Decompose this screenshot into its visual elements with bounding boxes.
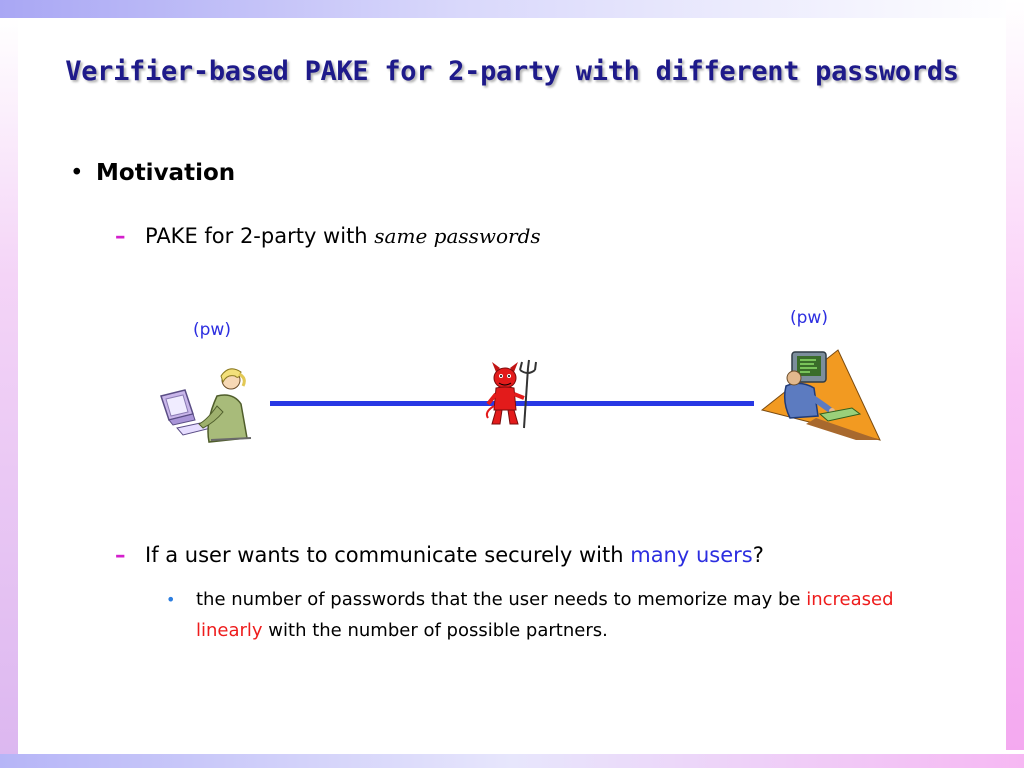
sub-bullet-many-users: [115, 543, 764, 567]
sub-sub-text-end: with the number of possible partners.: [262, 620, 608, 641]
top-decor-bar: [0, 0, 1024, 18]
question-mark: ?: [752, 543, 764, 567]
server-operator-icon: [760, 346, 884, 444]
left-pw-label: (pw): [193, 320, 231, 340]
sub-bullet-text: If a user wants to communicate securely with: [145, 543, 631, 567]
bullet-motivation: [70, 160, 235, 186]
sub-bullet-text: PAKE for 2-party with: [145, 224, 375, 248]
many-users-highlight: many users: [630, 543, 753, 567]
sub-sub-bullet-text: [196, 584, 946, 646]
same-passwords-emphasis: same passwords: [374, 224, 541, 248]
dash-icon: –: [115, 543, 126, 567]
bullet-motivation-label: Motivation: [96, 160, 236, 186]
sub-bullet-same-passwords: [115, 224, 541, 248]
dash-icon: –: [115, 224, 126, 248]
slide-title: Verifier-based PAKE for 2-party with different passwords: [65, 56, 959, 87]
user-at-computer-icon: [155, 362, 260, 447]
bottom-decor-bar: [0, 754, 1024, 768]
left-decor-bar: [0, 18, 18, 758]
sub-sub-text-start: the number of passwords that the user needs to memorize may be: [196, 589, 807, 610]
small-bullet-dot-icon: •: [166, 590, 176, 609]
right-decor-bar: [1006, 0, 1024, 750]
bullet-dot-icon: •: [70, 160, 84, 186]
sub-sub-bullet: [166, 584, 946, 646]
right-pw-label: (pw): [790, 308, 828, 328]
increased-linearly-highlight: increased linearly: [196, 589, 894, 641]
devil-attacker-icon: [484, 358, 540, 430]
